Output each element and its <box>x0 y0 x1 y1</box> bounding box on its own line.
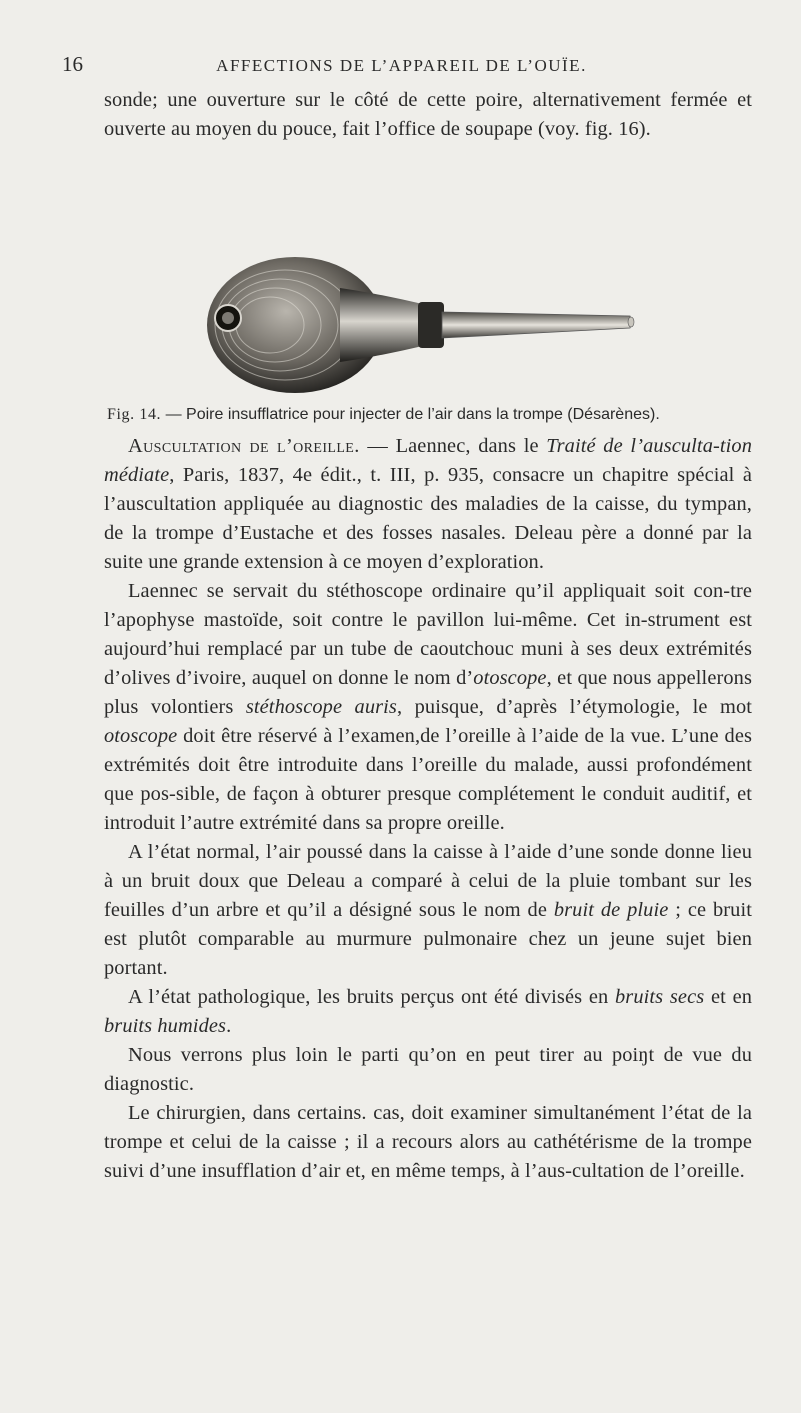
figure-label: Fig. 14. <box>107 406 162 423</box>
figure-caption-text: — Poire insufflatrice pour injecter de l’air dans la trompe (Désarènes). <box>165 406 660 423</box>
insufflator-bulb-illustration <box>190 250 640 400</box>
section-heading: Auscultation de l’oreille. <box>128 435 360 457</box>
nozzle-tube <box>442 312 632 338</box>
paragraph-surgeon: Le chirurgien, dans certains. cas, doit examiner simultanément l’état de la trompe et celui de la caisse ; il a recours alors au cathétérisme de la trompe suivi d’une insufflation d’air et, en même temps, à l’aus-cultation de l’oreille. <box>104 1102 752 1182</box>
intro-paragraph <box>104 86 752 144</box>
paragraph-auscultation: Auscultation de l’oreille. — Laennec, dans le Traité de l’ausculta-tion médiate, Paris, 1837, 4e édit., t. III, p. 935, consacre un chapitre spécial à l’auscultation appliquée au diagnostic des maladies de la caisse, du tympan, de la trompe d’Eustache et des fosses nasales. Deleau père a donné par la suite une grande extension à ce moyen d’exploration. <box>104 435 752 573</box>
term-bruits-secs: bruits secs <box>615 986 705 1008</box>
page-number: 16 <box>62 52 83 76</box>
term-stethoscope-auris: stéthoscope auris <box>245 696 397 718</box>
term-otoscope-2: otoscope <box>104 725 178 747</box>
cited-title: Traité de l’ausculta-tion médiate <box>104 435 752 486</box>
term-bruits-humides: bruits humides <box>104 1015 227 1037</box>
paragraph-normal-state: A l’état normal, l’air poussé dans la caisse à l’aide d’une sonde donne lieu à un bruit doux que Deleau a comparé à celui de la pluie tombant sur les feuilles d’un arbre et qu’il a désigné sous le nom de bruit de pluie ; ce bruit est plutôt comparable au murmure pulmonaire chez un jeune sujet bien portant. <box>104 841 753 979</box>
figure-caption <box>107 404 752 426</box>
term-bruit-de-pluie: bruit de pluie <box>553 899 669 921</box>
intro-text: sonde; une ouverture sur le côté de cette poire, alternativement fermée et ouverte au moyen du pouce, fait l’office de soupape (voy. fig. 16). <box>104 89 752 140</box>
term-otoscope: otoscope <box>473 667 547 689</box>
paragraph-pathological-state: A l’état pathologique, les bruits perçus ont été divisés en bruits secs et en bruits humides. <box>104 986 753 1037</box>
main-text <box>104 432 752 1186</box>
running-head: AFFECTIONS DE L’APPAREIL DE L’OUÏE. <box>216 56 587 75</box>
paragraph-diagnostic: Nous verrons plus loin le parti qu’on en peut tirer au poiŋt de vue du diagnostic. <box>104 1044 752 1095</box>
paragraph-stethoscope: Laennec se servait du stéthoscope ordinaire qu’il appliquait soit con-tre l’apophyse mastoïde, soit contre le pavillon lui-même. Cet in-strument est aujourd’hui remplacé par un tube de caoutchouc muni à ses deux extrémités d’olives d’ivoire, auquel on donne le nom d’otoscope, et que nous appellerons plus volontiers stéthoscope auris, puisque, d’après l’étymologie, le mot otoscope doit être réservé à l’examen,de l’oreille à l’aide de la vue. L’une des extrémités doit être introduite dans l’oreille du malade, aussi profondément que pos-sible, de façon à obturer presque complétement le conduit auditif, et introduit l’autre extrémité dans sa propre oreille. <box>104 580 753 834</box>
page-header <box>62 52 741 78</box>
